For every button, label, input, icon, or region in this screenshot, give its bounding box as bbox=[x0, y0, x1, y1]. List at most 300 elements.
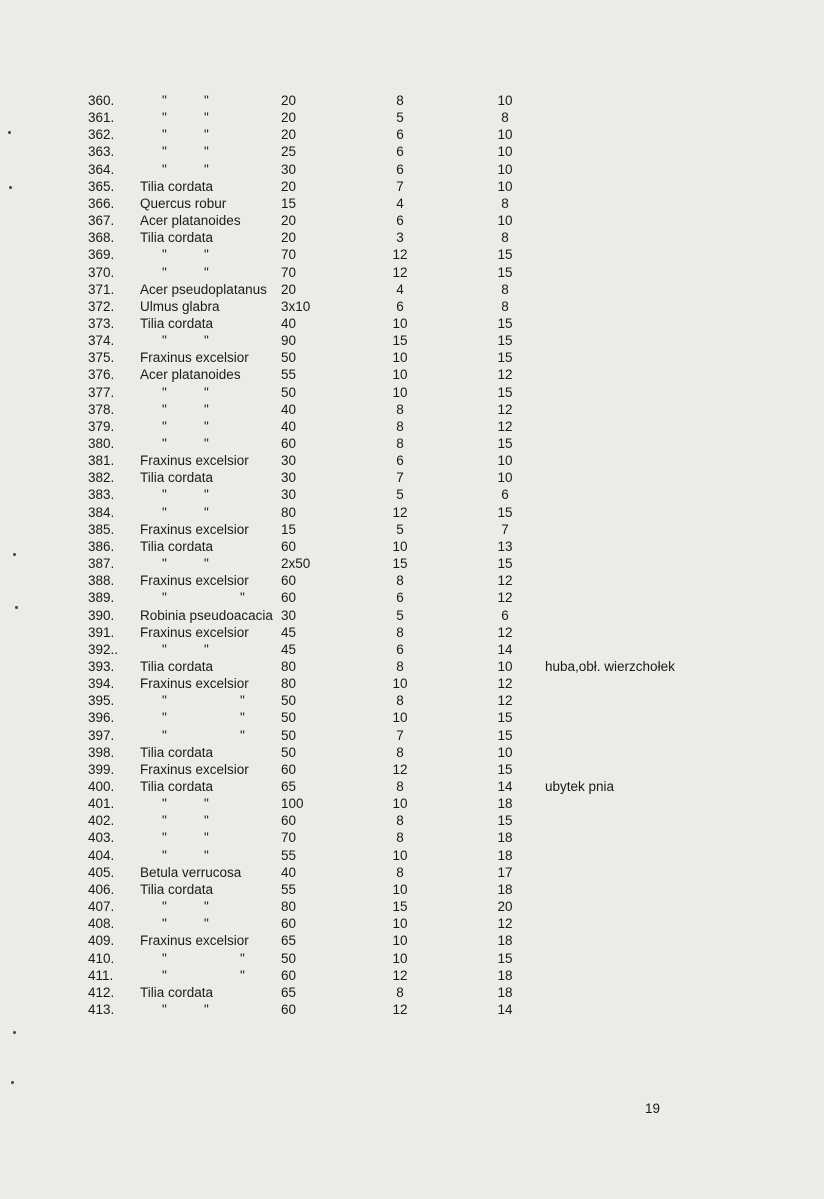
circumference-value: 70 bbox=[281, 264, 297, 280]
species-name: Tilia cordata bbox=[140, 984, 214, 1000]
value-column-4: 7 bbox=[396, 178, 404, 194]
row-number: 370. bbox=[88, 264, 115, 280]
value-column-5: 15 bbox=[497, 504, 513, 520]
row-number: 384. bbox=[88, 504, 115, 520]
value-column-4: 8 bbox=[396, 813, 404, 829]
value-column-4: 7 bbox=[396, 727, 404, 743]
species-name: Betula verrucosa bbox=[140, 864, 242, 880]
value-column-4: 8 bbox=[396, 864, 404, 880]
table-row bbox=[0, 658, 824, 675]
table-row bbox=[0, 950, 824, 967]
row-number: 374. bbox=[88, 333, 115, 349]
value-column-4: 6 bbox=[396, 213, 404, 229]
table-row bbox=[0, 709, 824, 726]
circumference-value: 20 bbox=[281, 110, 297, 126]
table-row bbox=[0, 967, 824, 984]
row-number: 363. bbox=[88, 144, 115, 160]
table-row bbox=[0, 761, 824, 778]
circumference-value: 55 bbox=[281, 881, 297, 897]
row-number: 380. bbox=[88, 436, 115, 451]
table-row bbox=[0, 538, 824, 555]
circumference-value: 50 bbox=[281, 950, 297, 966]
ditto-mark: " bbox=[204, 813, 209, 829]
value-column-5: 18 bbox=[497, 830, 513, 846]
circumference-value: 15 bbox=[281, 521, 297, 537]
circumference-value: 70 bbox=[281, 830, 297, 846]
circumference-value: 30 bbox=[281, 453, 297, 469]
table-row bbox=[0, 178, 824, 195]
value-column-4: 12 bbox=[392, 761, 408, 777]
circumference-value: 60 bbox=[281, 538, 297, 554]
ditto-mark: " bbox=[162, 590, 167, 606]
ditto-mark: " bbox=[204, 161, 209, 177]
ditto-mark: " bbox=[162, 899, 167, 915]
species-name: Tilia cordata bbox=[140, 538, 214, 554]
table-row bbox=[0, 161, 824, 178]
circumference-value: 45 bbox=[281, 641, 297, 657]
value-column-4: 8 bbox=[396, 573, 404, 589]
row-number: 405. bbox=[88, 864, 115, 880]
circumference-value: 50 bbox=[281, 350, 297, 366]
circumference-value: 60 bbox=[281, 761, 297, 777]
value-column-5: 15 bbox=[497, 333, 513, 349]
value-column-4: 3 bbox=[396, 230, 404, 246]
circumference-value: 60 bbox=[281, 573, 297, 589]
ditto-mark: " bbox=[204, 796, 209, 812]
value-column-4: 8 bbox=[396, 693, 404, 709]
value-column-5: 6 bbox=[501, 607, 509, 623]
value-column-5: 8 bbox=[501, 110, 509, 126]
value-column-5: 18 bbox=[497, 796, 513, 812]
value-column-4: 10 bbox=[392, 950, 408, 966]
value-column-5: 12 bbox=[497, 590, 513, 606]
table-row bbox=[0, 195, 824, 212]
value-column-4: 10 bbox=[392, 933, 408, 949]
table-row bbox=[0, 452, 824, 469]
table-row bbox=[0, 212, 824, 229]
value-column-4: 12 bbox=[392, 1001, 408, 1017]
row-number: 367. bbox=[88, 213, 115, 229]
ditto-mark: " bbox=[204, 110, 209, 126]
value-column-4: 15 bbox=[392, 556, 408, 572]
row-number: 408. bbox=[88, 916, 115, 932]
row-number: 362. bbox=[88, 127, 115, 143]
row-number: 404. bbox=[88, 847, 115, 863]
circumference-value: 80 bbox=[281, 676, 297, 692]
table-row bbox=[0, 92, 824, 109]
value-column-5: 14 bbox=[497, 1001, 513, 1017]
table-row bbox=[0, 812, 824, 829]
value-column-4: 10 bbox=[392, 384, 408, 400]
species-name: Fraxinus excelsior bbox=[140, 761, 249, 777]
value-column-4: 10 bbox=[392, 315, 408, 331]
ditto-mark: " bbox=[204, 436, 209, 451]
row-number: 386. bbox=[88, 538, 115, 554]
ditto-mark: " bbox=[162, 247, 167, 263]
value-column-4: 15 bbox=[392, 333, 408, 349]
table-row bbox=[0, 778, 824, 795]
value-column-5: 18 bbox=[497, 847, 513, 863]
row-number: 410. bbox=[88, 950, 115, 966]
value-column-5: 14 bbox=[497, 641, 513, 657]
table-row bbox=[0, 126, 824, 143]
circumference-value: 20 bbox=[281, 178, 297, 194]
circumference-value: 70 bbox=[281, 247, 297, 263]
species-name: Tilia cordata bbox=[140, 315, 214, 331]
circumference-value: 40 bbox=[281, 401, 297, 417]
table-row bbox=[0, 898, 824, 915]
value-column-5: 7 bbox=[501, 521, 509, 537]
value-column-5: 12 bbox=[497, 624, 513, 640]
row-number: 371. bbox=[88, 281, 115, 297]
row-number: 396. bbox=[88, 710, 115, 726]
ditto-mark: " bbox=[162, 401, 167, 417]
species-name: Fraxinus excelsior bbox=[140, 624, 249, 640]
species-name: Tilia cordata bbox=[140, 658, 214, 674]
ditto-mark: " bbox=[162, 110, 167, 126]
ditto-mark: " bbox=[162, 710, 167, 726]
ditto-mark: " bbox=[204, 899, 209, 915]
circumference-value: 90 bbox=[281, 333, 297, 349]
circumference-value: 60 bbox=[281, 436, 297, 451]
value-column-5: 15 bbox=[497, 315, 513, 331]
circumference-value: 100 bbox=[281, 796, 304, 812]
table-row bbox=[0, 298, 824, 315]
table-row bbox=[0, 143, 824, 160]
table-row bbox=[0, 641, 824, 658]
row-number: 388. bbox=[88, 573, 115, 589]
circumference-value: 15 bbox=[281, 195, 297, 211]
table-row bbox=[0, 984, 824, 1001]
value-column-4: 10 bbox=[392, 350, 408, 366]
ditto-mark: " bbox=[162, 487, 167, 503]
row-number: 379. bbox=[88, 418, 115, 434]
value-column-5: 15 bbox=[497, 384, 513, 400]
table-row bbox=[0, 349, 824, 366]
circumference-value: 45 bbox=[281, 624, 297, 640]
table-row bbox=[0, 932, 824, 949]
ditto-mark: " bbox=[162, 384, 167, 400]
row-number: 360. bbox=[88, 93, 115, 108]
row-number: 398. bbox=[88, 744, 115, 760]
value-column-5: 15 bbox=[497, 761, 513, 777]
row-number: 403. bbox=[88, 830, 115, 846]
circumference-value: 50 bbox=[281, 727, 297, 743]
row-number: 373. bbox=[88, 315, 115, 331]
table-row bbox=[0, 692, 824, 709]
table-row bbox=[0, 332, 824, 349]
ditto-mark: " bbox=[204, 93, 209, 108]
value-column-5: 12 bbox=[497, 573, 513, 589]
circumference-value: 30 bbox=[281, 607, 297, 623]
circumference-value: 55 bbox=[281, 847, 297, 863]
value-column-5: 15 bbox=[497, 436, 513, 451]
circumference-value: 30 bbox=[281, 470, 297, 486]
row-number: 401. bbox=[88, 796, 115, 812]
value-column-4: 6 bbox=[396, 127, 404, 143]
table-row bbox=[0, 915, 824, 932]
ditto-mark: " bbox=[204, 384, 209, 400]
value-column-4: 8 bbox=[396, 624, 404, 640]
ditto-mark: " bbox=[162, 693, 167, 709]
species-name: Quercus robur bbox=[140, 195, 227, 211]
value-column-4: 8 bbox=[396, 93, 404, 108]
ditto-mark: " bbox=[240, 590, 245, 606]
species-name: Tilia cordata bbox=[140, 230, 214, 246]
species-name: Tilia cordata bbox=[140, 178, 214, 194]
value-column-5: 8 bbox=[501, 298, 509, 314]
value-column-4: 12 bbox=[392, 247, 408, 263]
row-number: 382. bbox=[88, 470, 115, 486]
value-column-4: 10 bbox=[392, 881, 408, 897]
row-number: 391. bbox=[88, 624, 115, 640]
value-column-4: 10 bbox=[392, 710, 408, 726]
ditto-mark: " bbox=[240, 967, 245, 983]
table-row bbox=[0, 384, 824, 401]
species-name: Fraxinus excelsior bbox=[140, 521, 249, 537]
row-number: 412. bbox=[88, 984, 115, 1000]
row-number: 395. bbox=[88, 693, 115, 709]
circumference-value: 50 bbox=[281, 384, 297, 400]
ditto-mark: " bbox=[162, 161, 167, 177]
row-number: 377. bbox=[88, 384, 115, 400]
scan-speck bbox=[11, 1081, 14, 1084]
value-column-4: 10 bbox=[392, 796, 408, 812]
table-row bbox=[0, 504, 824, 521]
table-row bbox=[0, 607, 824, 624]
table-row bbox=[0, 727, 824, 744]
row-number: 402. bbox=[88, 813, 115, 829]
circumference-value: 20 bbox=[281, 213, 297, 229]
species-name: Robinia pseudoacacia bbox=[140, 607, 273, 623]
ditto-mark: " bbox=[204, 247, 209, 263]
row-number: 407. bbox=[88, 899, 115, 915]
circumference-value: 3x10 bbox=[281, 298, 311, 314]
ditto-mark: " bbox=[162, 950, 167, 966]
value-column-5: 18 bbox=[497, 881, 513, 897]
ditto-mark: " bbox=[162, 813, 167, 829]
species-name: Fraxinus excelsior bbox=[140, 453, 249, 469]
row-number: 390. bbox=[88, 607, 115, 623]
row-number: 381. bbox=[88, 453, 115, 469]
row-number: 389. bbox=[88, 590, 115, 606]
row-number: 366. bbox=[88, 195, 115, 211]
value-column-4: 6 bbox=[396, 641, 404, 657]
value-column-5: 13 bbox=[497, 538, 513, 554]
circumference-value: 55 bbox=[281, 367, 297, 383]
circumference-value: 30 bbox=[281, 161, 297, 177]
species-name: Acer platanoides bbox=[140, 213, 241, 229]
row-number: 387. bbox=[88, 556, 115, 572]
value-column-4: 10 bbox=[392, 367, 408, 383]
value-column-4: 6 bbox=[396, 161, 404, 177]
circumference-value: 60 bbox=[281, 813, 297, 829]
circumference-value: 25 bbox=[281, 144, 297, 160]
ditto-mark: " bbox=[204, 418, 209, 434]
table-row bbox=[0, 1001, 824, 1018]
row-number: 369. bbox=[88, 247, 115, 263]
table-row bbox=[0, 624, 824, 641]
row-number: 400. bbox=[88, 779, 115, 794]
ditto-mark: " bbox=[204, 333, 209, 349]
species-name: Tilia cordata bbox=[140, 744, 214, 760]
value-column-4: 6 bbox=[396, 590, 404, 606]
value-column-5: 18 bbox=[497, 984, 513, 1000]
ditto-mark: " bbox=[162, 796, 167, 812]
row-number: 406. bbox=[88, 881, 115, 897]
value-column-5: 15 bbox=[497, 264, 513, 280]
value-column-4: 4 bbox=[396, 281, 404, 297]
value-column-5: 12 bbox=[497, 916, 513, 932]
ditto-mark: " bbox=[162, 264, 167, 280]
table-row bbox=[0, 246, 824, 263]
table-row bbox=[0, 109, 824, 126]
value-column-5: 8 bbox=[501, 230, 509, 246]
circumference-value: 60 bbox=[281, 916, 297, 932]
value-column-5: 10 bbox=[497, 213, 513, 229]
table-row bbox=[0, 401, 824, 418]
row-note: huba,obł. wierzchołek bbox=[545, 658, 675, 674]
value-column-5: 15 bbox=[497, 813, 513, 829]
row-number: 411. bbox=[88, 967, 114, 983]
value-column-5: 10 bbox=[497, 127, 513, 143]
table-row bbox=[0, 829, 824, 846]
circumference-value: 20 bbox=[281, 93, 297, 108]
table-row bbox=[0, 281, 824, 298]
species-name: Acer pseudoplatanus bbox=[140, 281, 267, 297]
row-number: 364. bbox=[88, 161, 115, 177]
value-column-5: 10 bbox=[497, 93, 513, 108]
value-column-4: 15 bbox=[392, 899, 408, 915]
ditto-mark: " bbox=[204, 127, 209, 143]
table-row bbox=[0, 469, 824, 486]
value-column-4: 8 bbox=[396, 418, 404, 434]
value-column-5: 10 bbox=[497, 178, 513, 194]
value-column-5: 10 bbox=[497, 144, 513, 160]
ditto-mark: " bbox=[162, 847, 167, 863]
circumference-value: 60 bbox=[281, 967, 297, 983]
value-column-5: 12 bbox=[497, 676, 513, 692]
circumference-value: 60 bbox=[281, 1001, 297, 1017]
ditto-mark: " bbox=[204, 504, 209, 520]
value-column-4: 8 bbox=[396, 984, 404, 1000]
ditto-mark: " bbox=[162, 967, 167, 983]
ditto-mark: " bbox=[204, 144, 209, 160]
scan-speck bbox=[9, 186, 12, 189]
value-column-5: 10 bbox=[497, 658, 513, 674]
circumference-value: 20 bbox=[281, 281, 297, 297]
row-number: 383. bbox=[88, 487, 115, 503]
value-column-4: 12 bbox=[392, 504, 408, 520]
table-row bbox=[0, 264, 824, 281]
row-number: 394. bbox=[88, 676, 115, 692]
table-row bbox=[0, 795, 824, 812]
circumference-value: 65 bbox=[281, 984, 297, 1000]
value-column-4: 10 bbox=[392, 538, 408, 554]
row-number: 397. bbox=[88, 727, 115, 743]
circumference-value: 40 bbox=[281, 418, 297, 434]
value-column-5: 15 bbox=[497, 556, 513, 572]
ditto-mark: " bbox=[162, 830, 167, 846]
circumference-value: 30 bbox=[281, 487, 297, 503]
row-number: 365. bbox=[88, 178, 115, 194]
species-name: Tilia cordata bbox=[140, 881, 214, 897]
circumference-value: 50 bbox=[281, 710, 297, 726]
ditto-mark: " bbox=[162, 127, 167, 143]
ditto-mark: " bbox=[162, 333, 167, 349]
table-row bbox=[0, 864, 824, 881]
ditto-mark: " bbox=[162, 504, 167, 520]
value-column-4: 6 bbox=[396, 453, 404, 469]
circumference-value: 80 bbox=[281, 504, 297, 520]
table-row bbox=[0, 555, 824, 572]
value-column-4: 8 bbox=[396, 830, 404, 846]
species-name: Ulmus glabra bbox=[140, 298, 220, 314]
value-column-4: 10 bbox=[392, 916, 408, 932]
value-column-5: 12 bbox=[497, 401, 513, 417]
table-row bbox=[0, 486, 824, 503]
circumference-value: 65 bbox=[281, 779, 297, 794]
value-column-5: 17 bbox=[497, 864, 513, 880]
row-number: 392.. bbox=[88, 641, 119, 657]
value-column-4: 5 bbox=[396, 607, 404, 623]
value-column-4: 7 bbox=[396, 470, 404, 486]
species-name: Fraxinus excelsior bbox=[140, 350, 249, 366]
ditto-mark: " bbox=[162, 436, 167, 451]
row-note: ubytek pnia bbox=[545, 779, 615, 794]
ditto-mark: " bbox=[240, 727, 245, 743]
value-column-5: 14 bbox=[497, 779, 513, 794]
circumference-value: 65 bbox=[281, 933, 297, 949]
species-name: Tilia cordata bbox=[140, 779, 214, 794]
ditto-mark: " bbox=[162, 418, 167, 434]
circumference-value: 20 bbox=[281, 230, 297, 246]
value-column-5: 12 bbox=[497, 418, 513, 434]
value-column-5: 10 bbox=[497, 161, 513, 177]
ditto-mark: " bbox=[162, 916, 167, 932]
value-column-5: 20 bbox=[497, 899, 513, 915]
table-row bbox=[0, 589, 824, 606]
species-name: Tilia cordata bbox=[140, 470, 214, 486]
value-column-4: 8 bbox=[396, 779, 404, 794]
table-row bbox=[0, 521, 824, 538]
ditto-mark: " bbox=[240, 950, 245, 966]
value-column-4: 6 bbox=[396, 298, 404, 314]
row-number: 372. bbox=[88, 298, 115, 314]
value-column-5: 8 bbox=[501, 195, 509, 211]
table-row bbox=[0, 418, 824, 435]
circumference-value: 2x50 bbox=[281, 556, 311, 572]
table-row bbox=[0, 315, 824, 332]
species-name: Fraxinus excelsior bbox=[140, 573, 249, 589]
circumference-value: 50 bbox=[281, 744, 297, 760]
circumference-value: 80 bbox=[281, 899, 297, 915]
ditto-mark: " bbox=[162, 93, 167, 108]
value-column-5: 15 bbox=[497, 950, 513, 966]
ditto-mark: " bbox=[204, 264, 209, 280]
ditto-mark: " bbox=[162, 727, 167, 743]
ditto-mark: " bbox=[204, 1001, 209, 1017]
row-number: 378. bbox=[88, 401, 115, 417]
scan-speck bbox=[15, 606, 18, 609]
value-column-5: 15 bbox=[497, 727, 513, 743]
ditto-mark: " bbox=[162, 556, 167, 572]
row-number: 376. bbox=[88, 367, 115, 383]
circumference-value: 40 bbox=[281, 864, 297, 880]
row-number: 375. bbox=[88, 350, 115, 366]
ditto-mark: " bbox=[162, 1001, 167, 1017]
ditto-mark: " bbox=[204, 556, 209, 572]
